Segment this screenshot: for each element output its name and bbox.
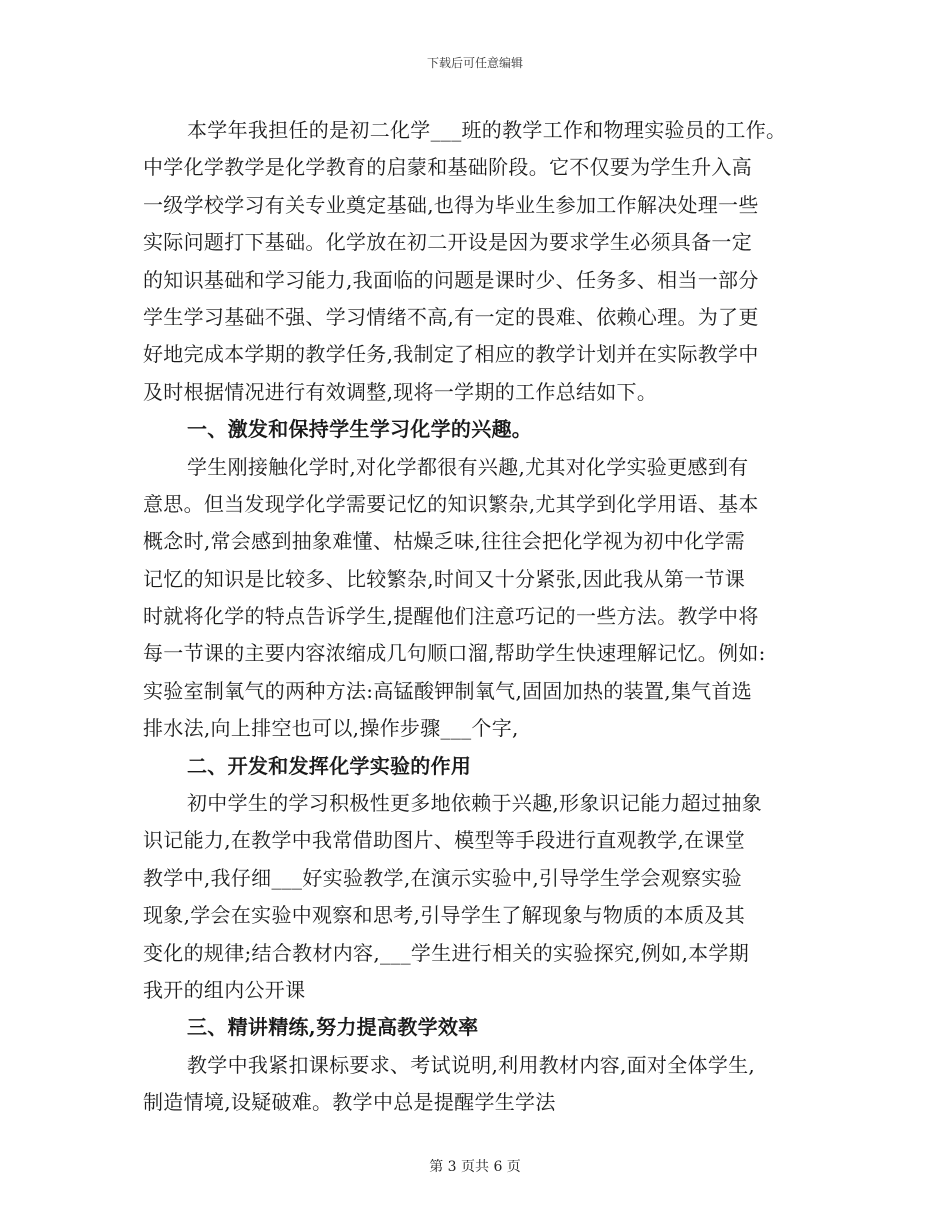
paragraph-line: 学生学习基础不强、学习情绪不高,有一定的畏难、依赖心理。为了更 — [143, 304, 759, 329]
paragraph-line: 及时根据情况进行有效调整,现将一学期的工作总结如下。 — [143, 379, 658, 404]
paragraph-line: 实验室制氧气的两种方法:高锰酸钾制氧气,固固加热的装置,集气首选 — [143, 678, 753, 703]
paragraph-line: 教学中我紧扣课标要求、考试说明,利用教材内容,面对全体学生, — [187, 1052, 756, 1077]
page-header: 下载后可任意编辑 — [426, 56, 523, 70]
paragraph-line: 好地完成本学期的教学任务,我制定了相应的教学计划并在实际教学中 — [143, 342, 759, 367]
paragraph-line: 一级学校学习有关专业奠定基础,也得为毕业生参加工作解决处理一些 — [143, 192, 759, 217]
paragraph-line: 时就将化学的特点告诉学生,提醒他们注意巧记的一些方法。教学中将 — [143, 604, 759, 629]
paragraph-line: 初中学生的学习积极性更多地依赖于兴趣,形象识记能力超过抽象 — [187, 791, 763, 816]
paragraph-line: 记忆的知识是比较多、比较繁杂,时间又十分紧张,因此我从第一节课 — [143, 566, 746, 591]
section-heading: 一、激发和保持学生学习化学的兴趣。 — [187, 417, 533, 442]
page-footer: 第 3 页共 6 页 — [429, 1159, 521, 1175]
paragraph-line: 变化的规律;结合教材内容,___学生进行相关的实验探究,例如,本学期 — [143, 940, 750, 965]
section-heading: 二、开发和发挥化学实验的作用 — [187, 753, 472, 778]
paragraph-line: 学生刚接触化学时,对化学都很有兴趣,尤其对化学实验更感到有 — [187, 454, 749, 479]
paragraph-line: 每一节课的主要内容浓缩成几句顺口溜,帮助学生快速理解记忆。例如: — [143, 641, 766, 666]
paragraph-line: 的知识基础和学习能力,我面临的问题是课时少、任务多、相当一部分 — [143, 267, 759, 292]
paragraph-line: 意思。但当发现学化学需要记忆的知识繁杂,尤其学到化学用语、基本 — [143, 491, 759, 516]
section-heading: 三、精讲精练,努力提高教学效率 — [187, 1015, 479, 1040]
paragraph-line: 教学中,我仔细___好实验教学,在演示实验中,引导学生学会观察实验 — [143, 865, 742, 890]
paragraph-line: 中学化学教学是化学教育的启蒙和基础阶段。它不仅要为学生升入高 — [143, 155, 752, 180]
paragraph-line: 现象,学会在实验中观察和思考,引导学生了解现象与物质的本质及其 — [143, 903, 746, 928]
paragraph-line: 我开的组内公开课 — [143, 977, 306, 1002]
paragraph-line: 排水法,向上排空也可以,操作步骤___个字, — [143, 716, 519, 741]
paragraph-line: 识记能力,在教学中我常借助图片、模型等手段进行直观教学,在课堂 — [143, 828, 746, 853]
paragraph-line: 制造情境,设疑破难。教学中总是提醒学生学法 — [143, 1090, 556, 1115]
paragraph-line: 本学年我担任的是初二化学___班的教学工作和物理实验员的工作。 — [187, 118, 787, 142]
document-body — [143, 112, 813, 1122]
paragraph-line: 概念时,常会感到抽象难懂、枯燥乏味,往往会把化学视为初中化学需 — [143, 529, 746, 554]
paragraph-line: 实际问题打下基础。化学放在初二开设是因为要求学生必须具备一定 — [143, 230, 752, 255]
